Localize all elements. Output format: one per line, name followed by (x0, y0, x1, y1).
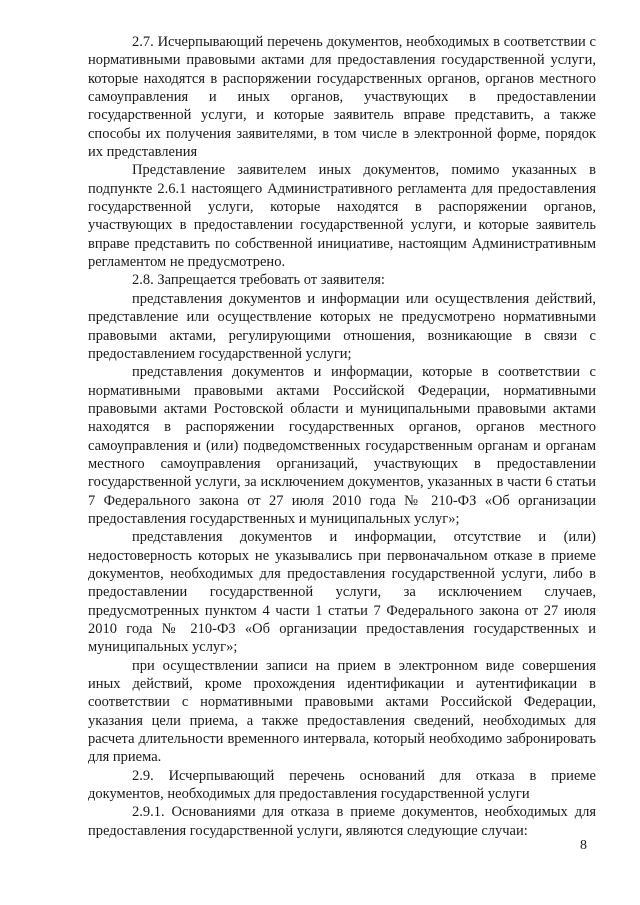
page-number: 8 (580, 838, 587, 853)
paragraph-prohibition-4: при осуществлении записи на прием в электронном виде совершения иных действий, кроме прохождения идентификации и аутентификации в соответствии с нормативными правовыми актами Российской Федерации, указания цели приема, а также предоставления сведений, необходимых для расчета длительности временного интервала, который необходимо забронировать для приема. (88, 657, 596, 766)
paragraph-prohibition-3: представления документов и информации, отсутствие и (или) недостоверность которых не указывались при первоначальном отказе в приеме документов, необходимых для предоставления государственной услуги, либо в предоставлении государственной услуги, за исключением случаев, предусмотренных пунктом 4 части 1 статьи 7 Федерального закона от 27 июля 2010 года № 210-ФЗ «Об организации предоставления государственных и муниципальных услуг»; (88, 529, 596, 656)
paragraph-prohibition-1: представления документов и информации или осуществления действий, представление или осуществление которых не предусмотрено нормативными правовыми актами, регулирующими отношения, возникающие в связи с предоставлением государственной услуги; (88, 290, 596, 362)
document-body (88, 33, 596, 840)
paragraph-prohibition-2: представления документов и информации, которые в соответствии с нормативными правовыми актами Российской Федерации, нормативными правовыми актами Ростовской области и муниципальными правовыми актами находятся в распоряжении государственных органов, органов местного самоуправления и (или) подведомственных государственным органам и органам местного самоуправления организаций, участвующих в предоставлении государственной услуги, за исключением документов, указанных в части 6 статьи 7 Федерального закона от 27 июля 2010 года № 210-ФЗ «Об организации предоставления государственных и муниципальных услуг»; (88, 364, 596, 527)
paragraph-2-9-1: 2.9.1. Основаниями для отказа в приеме документов, необходимых для предоставления государственной услуги, являются следующие случаи: (88, 804, 596, 839)
paragraph-additional-documents: Представление заявителем иных документов, помимо указанных в подпункте 2.6.1 настоящего Административного регламента для предоставления государственной услуги, которые находятся в распоряжении органов, участвующих в предоставлении государственной услуги, и которые заявитель вправе представить по собственной инициативе, настоящим Административным регламентом не предусмотрено. (88, 162, 596, 271)
paragraph-2-8-heading: 2.8. Запрещается требовать от заявителя: (132, 272, 385, 289)
paragraph-2-9-heading: 2.9. Исчерпывающий перечень оснований для отказа в приеме документов, необходимых для предоставления государственной услуги (88, 767, 596, 803)
paragraph-2-7-heading: 2.7. Исчерпывающий перечень документов, необходимых в соответствии с нормативными правовыми актами для предоставления государственной услуги, которые находятся в распоряжении государственных органов, органов местного самоуправления и иных органов, участвующих в предоставлении государственной услуги, и которые заявитель вправе представить, а также способы их получения заявителями, в том числе в электронной форме, порядок их представления (88, 34, 596, 161)
